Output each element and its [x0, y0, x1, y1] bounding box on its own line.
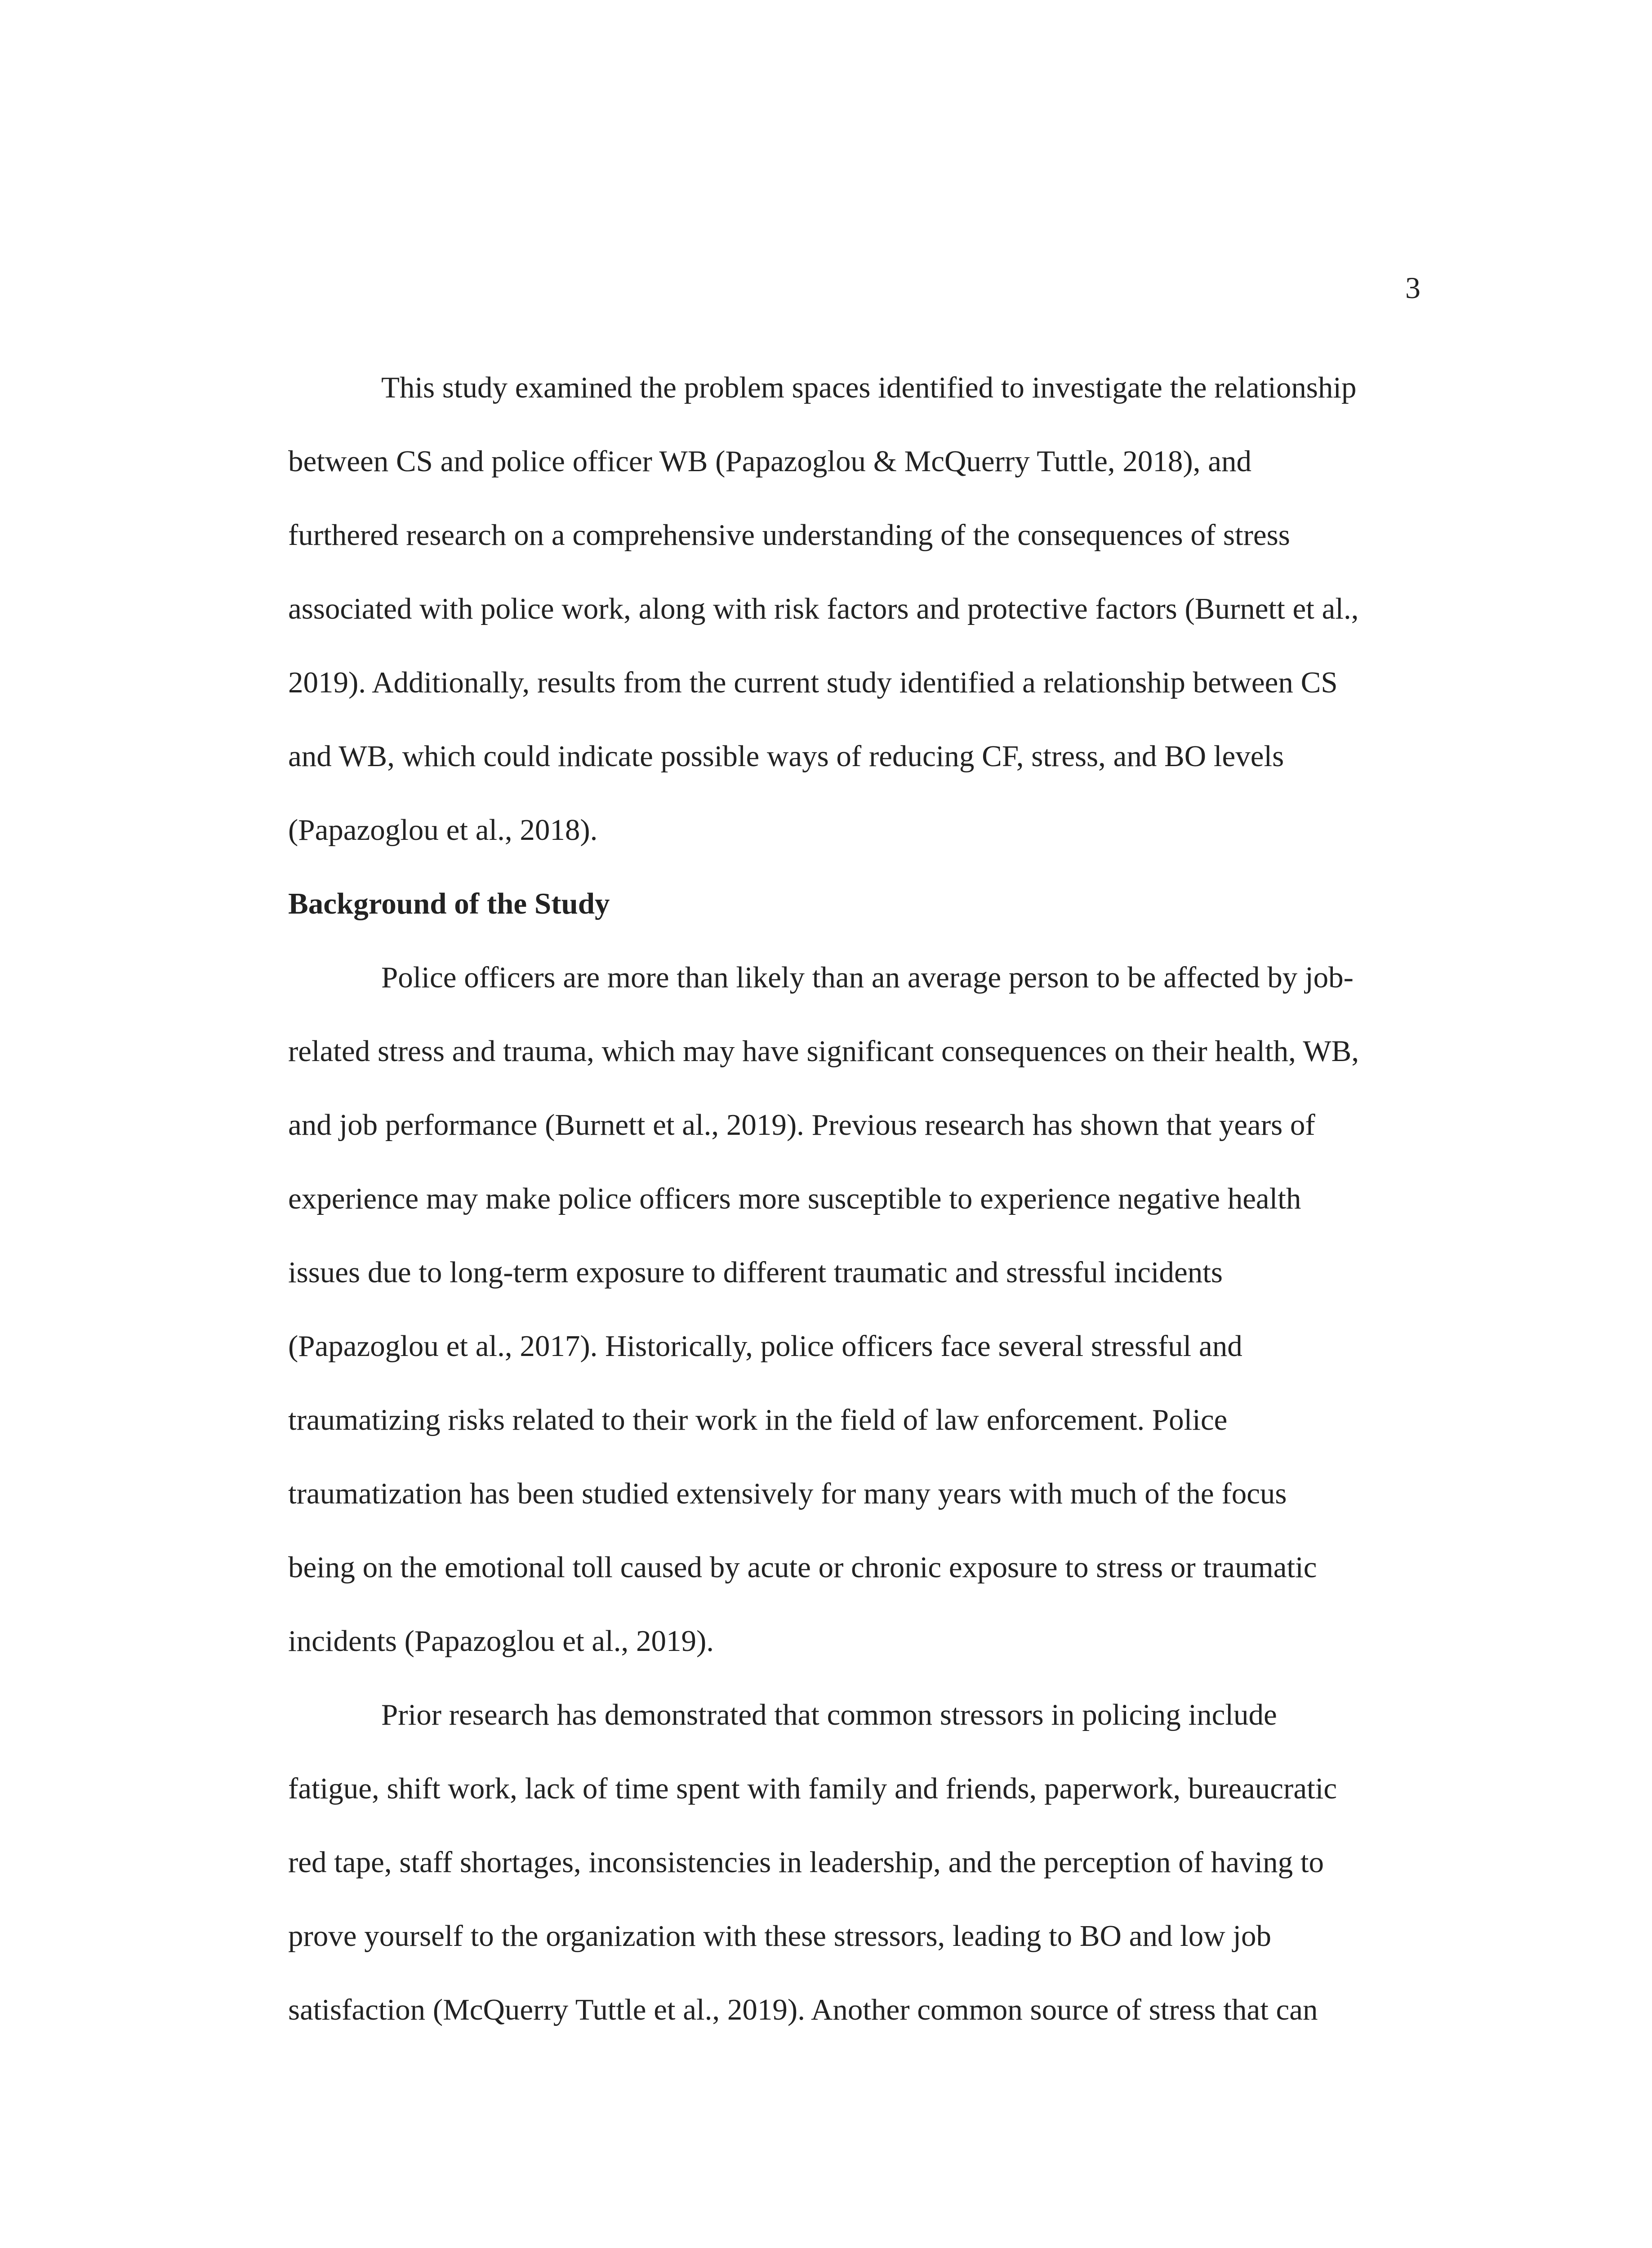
section-heading: Background of the Study	[288, 887, 610, 920]
paragraph-2-line: Police officers are more than likely than an average person to be affected by job-	[381, 961, 1354, 994]
paragraph-2-line: and job performance (Burnett et al., 2019). Previous research has shown that years of	[288, 1108, 1315, 1142]
paragraph-2-line: (Papazoglou et al., 2017). Historically, police officers face several stressful and	[288, 1329, 1242, 1363]
paragraph-2-line: related stress and trauma, which may have significant consequences on their health, WB,	[288, 1035, 1359, 1068]
paragraph-3-line: satisfaction (McQuerry Tuttle et al., 2019). Another common source of stress that can	[288, 1993, 1318, 2026]
paragraph-2-line: incidents (Papazoglou et al., 2019).	[288, 1624, 714, 1658]
paragraph-2-line: being on the emotional toll caused by acute or chronic exposure to stress or traumatic	[288, 1551, 1317, 1584]
paragraph-1-line: and WB, which could indicate possible ways of reducing CF, stress, and BO levels	[288, 740, 1284, 773]
paragraph-1-line: furthered research on a comprehensive understanding of the consequences of stress	[288, 518, 1290, 552]
paragraph-2-line: issues due to long-term exposure to different traumatic and stressful incidents	[288, 1256, 1223, 1289]
paragraph-3-line: prove yourself to the organization with these stressors, leading to BO and low job	[288, 1919, 1272, 1953]
paragraph-1-line: between CS and police officer WB (Papazoglou & McQuerry Tuttle, 2018), and	[288, 445, 1251, 478]
paragraph-1-line: 2019). Additionally, results from the current study identified a relationship between CS	[288, 666, 1338, 699]
paragraph-3-line: Prior research has demonstrated that common stressors in policing include	[381, 1698, 1277, 1731]
paragraph-1-line: associated with police work, along with risk factors and protective factors (Burnett et al.,	[288, 592, 1359, 625]
paragraph-2-line: experience may make police officers more susceptible to experience negative health	[288, 1182, 1301, 1215]
paragraph-2-line: traumatization has been studied extensively for many years with much of the focus	[288, 1477, 1287, 1510]
paragraph-1-line: (Papazoglou et al., 2018).	[288, 813, 598, 847]
paragraph-2-line: traumatizing risks related to their work in the field of law enforcement. Police	[288, 1403, 1228, 1436]
paragraph-3-line: red tape, staff shortages, inconsistencies in leadership, and the perception of having to	[288, 1846, 1324, 1879]
paragraph-1-line: This study examined the problem spaces identified to investigate the relationship	[381, 371, 1357, 404]
paragraph-3-line: fatigue, shift work, lack of time spent with family and friends, paperwork, bureaucratic	[288, 1772, 1337, 1805]
page-number: 3	[1405, 271, 1420, 305]
